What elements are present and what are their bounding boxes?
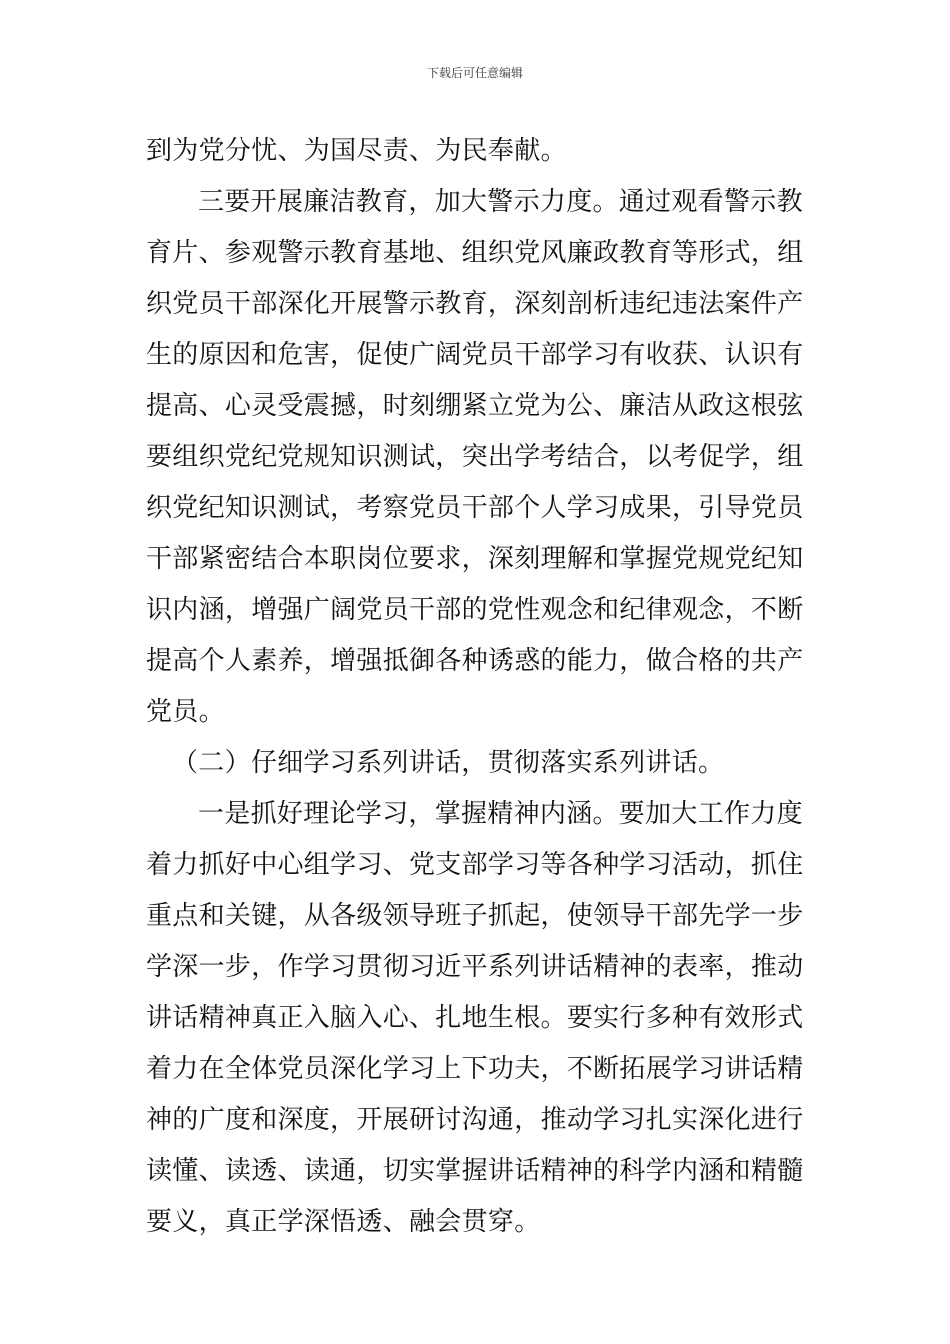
- text-line: 着力在全体党员深化学习上下功夫，不断拓展学习讲话精: [146, 1054, 804, 1084]
- text-line: 织党纪知识测试，考察党员干部个人学习成果，引导党员: [146, 493, 804, 523]
- text-line: 重点和关键，从各级领导班子抓起，使领导干部先学一步: [146, 901, 804, 931]
- text-line: 识内涵，增强广阔党员干部的党性观念和纪律观念，不断: [146, 595, 804, 625]
- text-line: 三要开展廉洁教育，加大警示力度。通过观看警示教: [198, 187, 803, 217]
- text-line: 提高、心灵受震撼，时刻绷紧立党为公、廉洁从政这根弦: [146, 391, 804, 421]
- text-line: 干部紧密结合本职岗位要求，深刻理解和掌握党规党纪知: [146, 544, 804, 574]
- text-line: 织党员干部深化开展警示教育，深刻剖析违纪违法案件产: [146, 289, 804, 319]
- text-line: 提高个人素养，增强抵御各种诱惑的能力，做合格的共产: [146, 646, 804, 676]
- text-line: 要义，真正学深悟透、融会贯穿。: [146, 1207, 541, 1237]
- text-line: 要组织党纪党规知识测试，突出学考结合，以考促学，组: [146, 442, 804, 472]
- text-line: 读懂、读透、读通，切实掌握讲话精神的科学内涵和精髓: [146, 1156, 804, 1186]
- text-line: 神的广度和深度，开展研讨沟通，推动学习扎实深化进行: [146, 1105, 804, 1135]
- text-line: 一是抓好理论学习，掌握精神内涵。要加大工作力度: [198, 799, 803, 829]
- section-heading: （二）仔细学习系列讲话，贯彻落实系列讲话。: [172, 748, 725, 778]
- text-line: 讲话精神真正入脑入心、扎地生根。要实行多种有效形式: [146, 1003, 804, 1033]
- text-line: 党员。: [146, 697, 225, 727]
- text-line: 着力抓好中心组学习、党支部学习等各种学习活动，抓住: [146, 850, 804, 880]
- text-line: 到为党分忧、为国尽责、为民奉献。: [146, 136, 567, 166]
- page-header: 下载后可任意编辑: [426, 66, 523, 80]
- text-line: 生的原因和危害，促使广阔党员干部学习有收获、认识有: [146, 340, 804, 370]
- text-line: 育片、参观警示教育基地、组织党风廉政教育等形式，组: [146, 238, 804, 268]
- text-line: 学深一步，作学习贯彻习近平系列讲话精神的表率，推动: [146, 952, 804, 982]
